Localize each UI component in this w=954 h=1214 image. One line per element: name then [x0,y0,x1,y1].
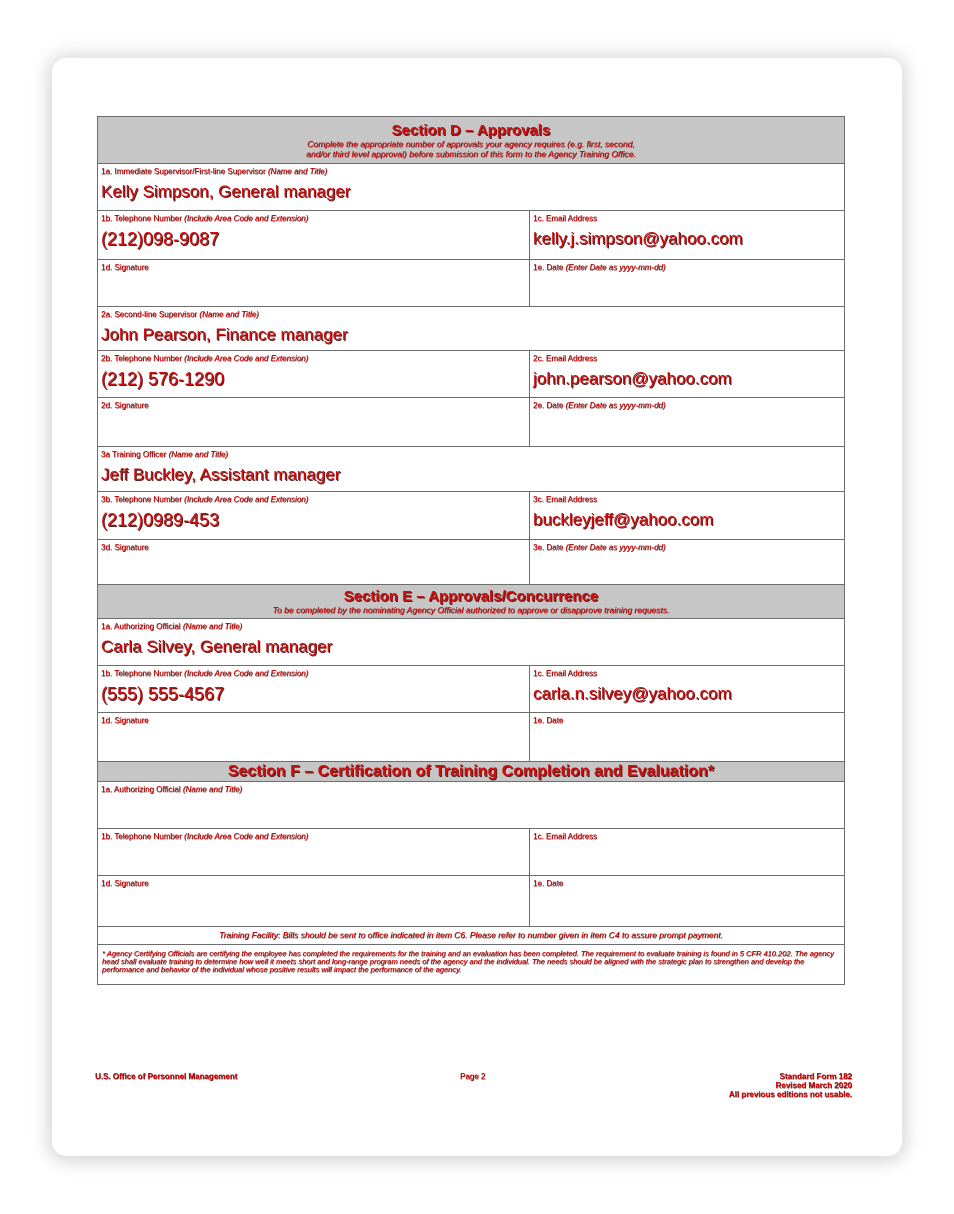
d-2b-value[interactable]: (212) 576-1290 [101,369,225,389]
d-2e-label: 2e. Date (Enter Date as yyyy-mm-dd) [533,401,666,410]
d-1b-cell[interactable] [98,211,530,260]
e-1c-label: 1c. Email Address [533,669,598,678]
section-d-title: Section D – Approvals [391,122,551,139]
e-1a-value[interactable]: Carla Silvey, General manager [101,637,333,656]
d-1b-value[interactable]: (212)098-9087 [101,229,220,249]
d-training-officer-cell[interactable] [98,447,845,492]
d-1d-label: 1d. Signature [101,263,149,272]
e-1a-label: 1a. Authorizing Official (Name and Title) [101,622,243,631]
d-3d-cell[interactable] [98,540,530,585]
d-2d-label: 2d. Signature [101,401,149,410]
d-3e-label: 3e. Date (Enter Date as yyyy-mm-dd) [533,543,666,552]
d-3b-label: 3b. Telephone Number (Include Area Code and Extension) [101,495,309,504]
d-2a-value[interactable]: John Pearson, Finance manager [101,325,348,344]
e-1e-cell[interactable] [530,713,845,762]
footer-form-info [729,1072,852,1099]
footer-revision: Revised March 2020 [775,1081,852,1090]
d-2c-value[interactable]: john.pearson@yahoo.com [533,369,732,388]
d-2d-cell[interactable] [98,398,530,447]
section-e-subtitle: To be completed by the nominating Agency Official authorized to approve or disapprove training requests. [272,605,670,615]
d-2b-cell[interactable] [98,351,530,398]
d-3c-label: 3c. Email Address [533,495,598,504]
e-1c-value[interactable]: carla.n.silvey@yahoo.com [533,684,732,703]
d-1b-label: 1b. Telephone Number (Include Area Code and Extension) [101,214,309,223]
approval-form [97,116,844,985]
d-3c-cell[interactable] [530,492,845,540]
f-1d-label: 1d. Signature [101,879,149,888]
section-f-title: Section F – Certification of Training Completion and Evaluation* [227,763,715,780]
section-d-subtitle-2: and/or third level approval) before submission of this form to the Agency Training Office. [306,149,636,159]
e-1b-value[interactable]: (555) 555-4567 [101,684,225,704]
footer-form-name: Standard Form 182 [779,1072,852,1081]
d-supervisor-1-cell[interactable] [98,164,845,211]
d-1e-cell[interactable] [530,260,845,307]
d-3a-value[interactable]: Jeff Buckley, Assistant manager [101,465,341,484]
section-d-header [98,117,845,164]
d-3c-value[interactable]: buckleyjeff@yahoo.com [533,510,714,529]
f-1b-label: 1b. Telephone Number (Include Area Code and Extension) [101,832,309,841]
e-official-cell[interactable] [98,619,845,666]
e-1d-cell[interactable] [98,713,530,762]
d-3b-value[interactable]: (212)0989-453 [101,510,220,530]
d-supervisor-2-cell[interactable] [98,307,845,351]
d-2a-label: 2a. Second-line Supervisor (Name and Title) [101,310,259,319]
f-1d-cell[interactable] [98,876,530,927]
f-1c-label: 1c. Email Address [533,832,598,841]
d-1c-label: 1c. Email Address [533,214,598,223]
d-3d-label: 3d. Signature [101,543,149,552]
d-3b-cell[interactable] [98,492,530,540]
section-f-header [98,762,845,782]
d-1a-value[interactable]: Kelly Simpson, General manager [101,182,351,201]
f-1a-label: 1a. Authorizing Official (Name and Title) [101,785,243,794]
f-1e-cell[interactable] [530,876,845,927]
footer-editions-note: All previous editions not usable. [728,1090,852,1099]
f-1e-label: 1e. Date [533,879,564,888]
d-3a-label: 3a Training Officer (Name and Title) [101,450,228,459]
f-1c-cell[interactable] [530,829,845,876]
d-1c-value[interactable]: kelly.j.simpson@yahoo.com [533,229,743,248]
certification-footnote: * Agency Certifying Officials are certifying the employee has completed the requirements for the training and an evaluation has been completed. The requirement to evaluate training is found in 5 CFR 410.202. The agency head shall evaluate training to determine how well it meets short and long-range program needs of the agency and the individual. The needs should be aligned with the strategic plan to strengthen and develop the performance and behavior of the individual whose positive results will impact the performance of the agency. [98,945,845,985]
d-1e-label: 1e. Date (Enter Date as yyyy-mm-dd) [533,263,666,272]
e-1e-label: 1e. Date [533,716,564,725]
training-facility-note: Training Facility: Bills should be sent to office indicated in item C6. Please refer to number given in item C4 to assure prompt payment. [98,927,845,945]
d-2b-label: 2b. Telephone Number (Include Area Code and Extension) [101,354,309,363]
form-table [97,116,845,985]
d-2c-label: 2c. Email Address [533,354,598,363]
section-e-title: Section E – Approvals/Concurrence [343,588,599,605]
d-1d-cell[interactable] [98,260,530,307]
e-1b-label: 1b. Telephone Number (Include Area Code and Extension) [101,669,309,678]
e-1b-cell[interactable] [98,666,530,713]
d-3e-cell[interactable] [530,540,845,585]
f-1b-cell[interactable] [98,829,530,876]
footer-agency: U.S. Office of Personnel Management [95,1072,238,1081]
f-official-cell[interactable] [98,782,845,829]
d-2e-cell[interactable] [530,398,845,447]
d-2c-cell[interactable] [530,351,845,398]
e-1d-label: 1d. Signature [101,716,149,725]
footer-page-number: Page 2 [460,1072,486,1081]
e-1c-cell[interactable] [530,666,845,713]
section-e-header [98,585,845,619]
d-1c-cell[interactable] [530,211,845,260]
section-d-subtitle-1: Complete the appropriate number of approvals your agency requires (e.g. first, second, [307,139,635,149]
d-1a-label: 1a. Immediate Supervisor/First-line Supervisor (Name and Title) [101,167,328,176]
